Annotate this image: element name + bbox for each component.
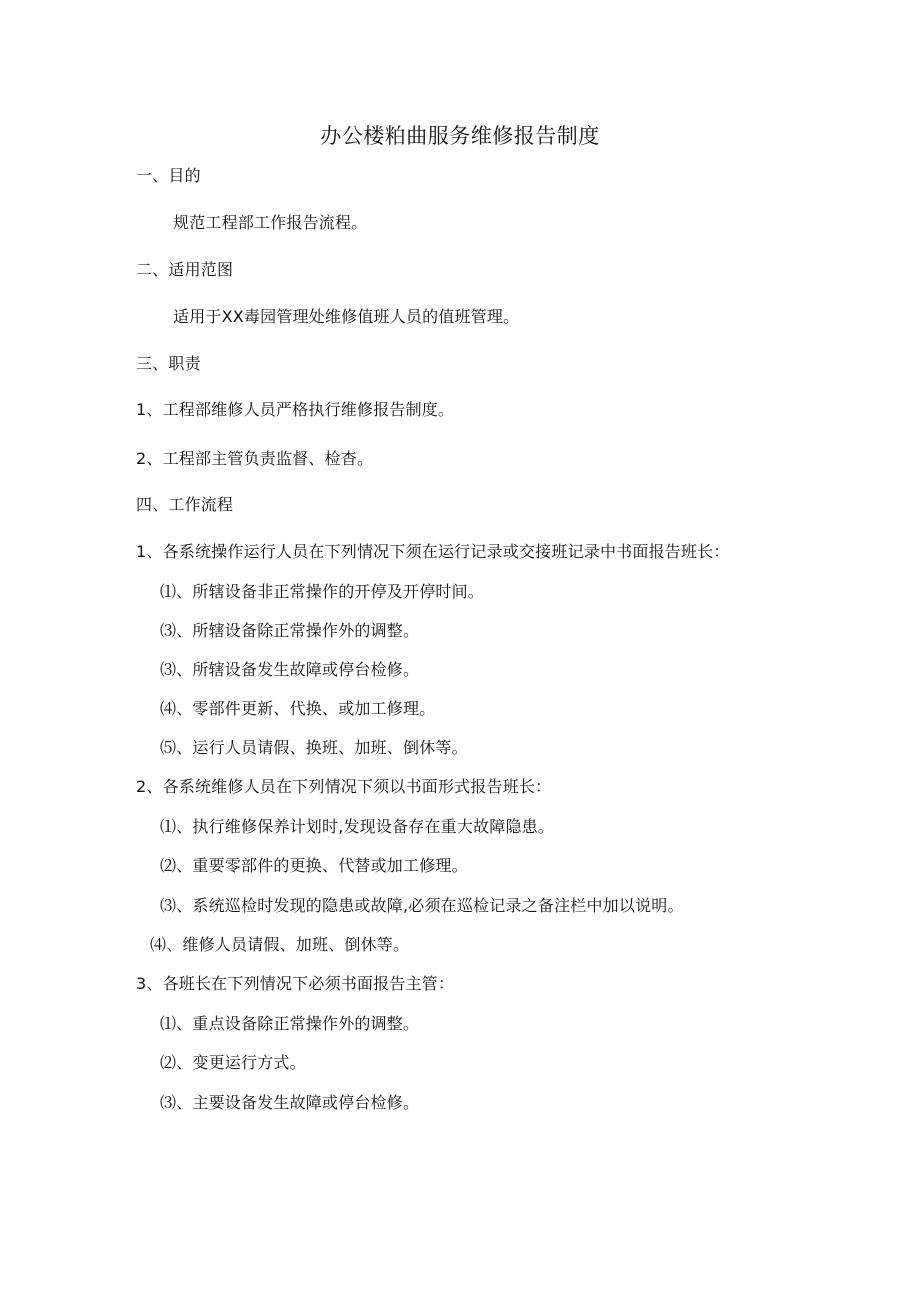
duty-item-2: 2、工程部主管负责监督、检杳。	[136, 449, 374, 468]
list-item: ⑷、零部件更新、代换、或加工修理。	[160, 699, 436, 718]
section-heading-scope: 二、适用范图	[136, 260, 234, 279]
list-item: ⑸、运行人员请假、换班、加班、倒休等。	[160, 738, 468, 757]
list-item: ⑵、变更运行方式。	[160, 1053, 306, 1072]
section-heading-duties: 三、职责	[136, 354, 201, 373]
duty-item-1: 1、工程部维修人员严格执行维修报告制度。	[136, 400, 455, 419]
section-body-purpose: 规范工程部工作报告流程。	[173, 213, 368, 232]
workflow-paragraph-1: 1、各系统操作运行人员在下列情况下须在运行记录或交接班记录中书面报告班长：	[136, 542, 730, 561]
workflow-paragraph-3: 3、各班长在下列情况下必须书面报告主管：	[136, 974, 455, 993]
workflow-paragraph-2: 2、各系统维修人员在下列情况下须以书面形式报告班长：	[136, 777, 552, 796]
list-item: ⑶、主要设备发生故障或停台检修。	[160, 1093, 420, 1112]
section-heading-purpose: 一、目的	[136, 166, 201, 185]
section-body-scope: 适用于XX毒园管理处维修值班人员的值班管理。	[173, 307, 520, 326]
list-item: ⑵、重要零部件的更换、代替或加工修理。	[160, 856, 468, 875]
list-item: ⑷、维修人员请假、加班、倒休等。	[150, 935, 410, 954]
list-item: ⑴、执行维修保养计划时,发现设备存在重大故障隐患。	[160, 817, 555, 836]
list-item: ⑶、所辖设备发生故障或停台检修。	[160, 660, 420, 679]
document-title: 办公楼粕曲服务维修报告制度	[320, 124, 600, 148]
section-heading-workflow: 四、工作流程	[136, 495, 234, 514]
list-item: ⑴、所辖设备非正常操作的开停及开停时间。	[160, 582, 485, 601]
list-item: ⑶、系统巡检时发现的隐患或故障,必须在巡检记录之备注栏中加以说明。	[160, 896, 684, 915]
list-item: ⑴、重点设备除正常操作外的调整。	[160, 1014, 420, 1033]
list-item: ⑶、所辖设备除正常操作外的调整。	[160, 621, 420, 640]
